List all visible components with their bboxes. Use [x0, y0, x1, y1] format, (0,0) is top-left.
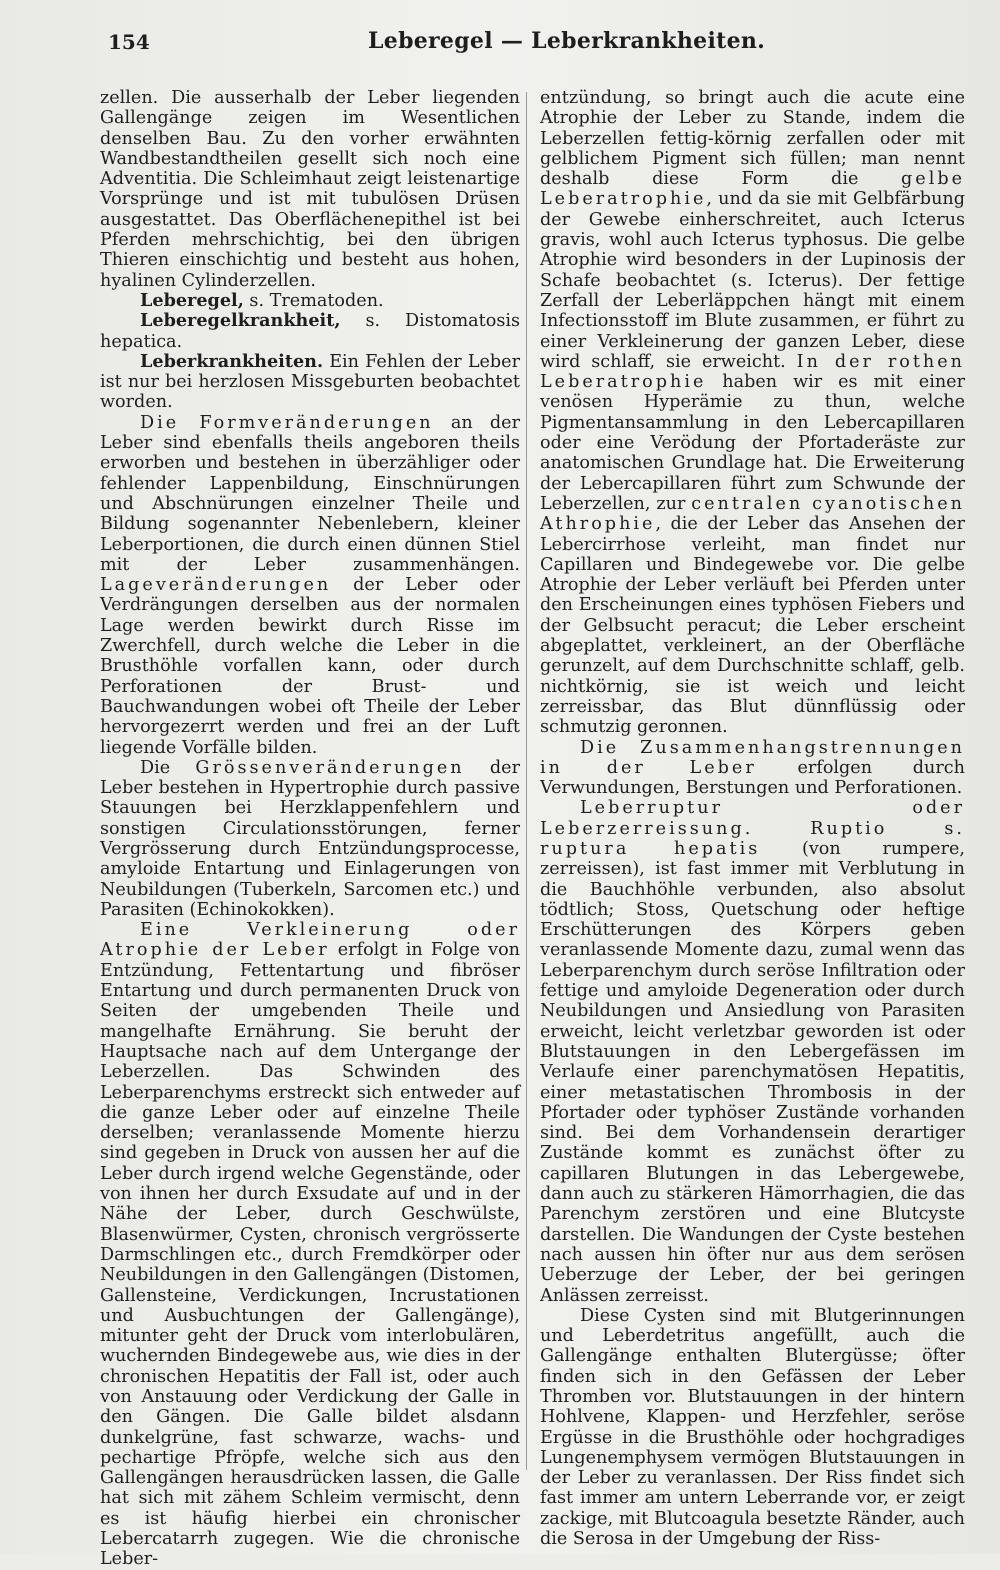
paragraph: zellen. Die ausserhalb der Leber liegenden Gallengänge zeigen im Wesentlichen denselben Bau. Zu den vorher erwähnten Wandbestandtheilen gesellt sich noch eine Adventitia. Die Schleimhaut zeigt leistenartige Vorsprünge und ist mit tubulösen Drüsen ausgestattet. Das Oberflächenepithel ist bei Pferden mehrschichtig, bei den übrigen Thieren einschichtig und besteht aus hohen, hyalinen Cylinderzellen.: [100, 88, 520, 291]
column-divider: [526, 92, 527, 1470]
spaced-term: Lageveränderungen: [100, 575, 332, 596]
paragraph-leberruptur: [540, 798, 965, 1305]
entry-headword: Leberegelkrankheit,: [140, 310, 341, 332]
page-header: [108, 28, 940, 64]
spaced-term: In der rothen Leberatrophie: [540, 351, 965, 393]
entry-leberkrankheiten: [100, 352, 520, 413]
paragraph-text: an der Leber sind ebenfalls theils angeboren theils erworben und bestehen in überzähliger oder fehlender Lappenbildung, Einschnürungen und Abschnürungen einzelner Theile und Bildung sogenannter Nebenlebern, kleiner Leberportionen, die durch einen dünnen Stiel mit der Leber zusammenhängen.: [100, 412, 520, 575]
right-column: [540, 88, 965, 1549]
entry-leberegelkrankheit: [100, 311, 520, 352]
entry-text: s. Trematoden.: [243, 290, 384, 311]
spaced-term: Leberruptur oder Leberzerreissung. Ruptio s. ruptura hepatis: [540, 798, 965, 859]
spaced-term: Die Zusammenhangstrennungen in der Leber: [540, 737, 965, 778]
entry-headword: Leberegel,: [140, 289, 244, 311]
paragraph-text: haben wir es mit einer venösen Hyperämie zu thun, welche Pigmentansammlung in den Lebercapillaren oder eine Verödung der Pfortaderäste zur anatomischen Grundlage hat. Die Erweiterung der Lebercapillaren führt zum Schwunde der Leberzellen, zur: [540, 372, 965, 514]
paragraph-cysten: Diese Cysten sind mit Blutgerinnungen und Leberdetritus angefüllt, auch die Gallengänge enthalten Blutergüsse; öfter finden sich in den Gefässen der Leber Thromben vor. Blutstauungen in der hintern Hohlvene, Klappen- und Herzfehler, seröse Ergüsse in die Brusthöhle oder hochgradiges Lungenemphysem vermögen Blutstauungen in der Leber zu veranlassen. Der Riss findet sich fast immer am untern Leberrande vor, er zeigt zackige, mit Blutcoagula besetzte Ränder, auch die Serosa in der Umgebung der Riss-: [540, 1305, 965, 1550]
entry-text: Ein Fehlen der Leber ist nur bei herzlosen Missgeburten beobachtet worden.: [100, 351, 520, 413]
paragraph-text: entzündung, so bringt auch die acute eine Atrophie der Leber zu Stande, indem die Leberzellen fettig-körnig zerfallen oder mit gelblichem Pigment sich füllen; man nennt deshalb diese Form die: [540, 88, 965, 190]
paragraph-text: der Leber bestehen in Hypertrophie durch passive Stauungen bei Herzklappenfehlern und sonstigen Circulationsstörungen, ferner Vergrösserung durch Entzündungsprocesse, amyloide Entartung und Einlagerungen von Neubildungen (Tuberkeln, Sarcomen etc.) und Parasiten (Echinokokken).: [100, 757, 520, 920]
paragraph-formveraenderungen: [100, 413, 520, 758]
entry-headword: Leberkrankheiten.: [140, 350, 324, 372]
paragraph-text: , und da sie mit Gelbfärbung der Gewebe einherschreitet, auch Icterus gravis, wohl auch Icterus typhosus. Die gelbe Atrophie wird besonders in der Lupinosis der Schafe beobachtet (s. Icterus). Der fettige Zerfall der Leberläppchen hängt mit einem Infectionsstoff im Blute zusammen, er führt zu einer Verkleinerung der ganzen Leber, diese wird schlaff, sie erweicht.: [540, 189, 965, 372]
spaced-term: Grössenveränderungen: [195, 757, 465, 778]
spaced-term: gelbe Leberatrophie: [540, 169, 965, 210]
running-title: Leberegel — Leberkrankheiten.: [368, 28, 766, 54]
paragraph-text: erfolgen durch Verwundungen, Berstungen und Perforationen.: [540, 757, 965, 799]
entry-leberegel: [100, 291, 520, 311]
paragraph-text: der Leber oder Verdrängungen derselben aus der normalen Lage werden bewirkt durch Risse im Zwerchfell, durch welche die Leber in die Brusthöhle vorfallen kann, oder durch Perforationen der Brust- und Bauchwandungen wobei oft Theile der Leber hervorgezerrt werden und frei an der Luft liegende Vorfälle bilden.: [100, 575, 520, 758]
entry-text: s. Distomatosis hepatica.: [100, 311, 520, 352]
page-number: 154: [108, 30, 150, 54]
paragraph-text: erfolgt in Folge von Entzündung, Fettentartung und fibröser Entartung und durch permanenten Druck von Seiten der umgebenden Theile und mangelhafte Ernährung. Sie beruht der Hauptsache nach auf dem Untergange der Leberzellen. Das Schwinden des Leberparenchyms erstreckt sich entweder auf die ganze Leber oder auf einzelne Theile derselben; veranlassende Momente hierzu sind gegeben in Druck von aussen her auf die Leber durch irgend welche Gegenstände, oder von ihnen her durch Exsudate auf und in der Nähe der Leber, durch Geschwülste, Blasenwürmer, Cysten, chronisch vergrösserte Darmschlingen etc., durch Fremdkörper oder Neubildungen in den Gallengängen (Distomen, Gallensteine, Verdickungen, Incrustationen und Ausbuchtungen der Gallengänge), mitunter geht der Druck vom interlobulären, wuchernden Bindegewebe aus, wie dies in der chronischen Hepatitis der Fall ist, oder auch von Anstauung oder Verdickung der Galle in den Gängen. Die Galle bildet alsdann dunkelgrüne, fast schwarze, wachs- und pechartige Pfröpfe, welche sich aus den Gallengängen herausdrücken lassen, die Galle hat sich mit zähem Schleim vermischt, denn es ist häufig hierbei ein chronischer Lebercatarrh zugegen. Wie die chronische Leber-: [100, 940, 520, 1570]
paragraph-zusammenhangstrennungen: [540, 738, 965, 799]
paragraph-atrophie-cont: [540, 88, 965, 738]
spaced-term: Eine Verkleinerung oder Atrophie der Leber: [100, 920, 520, 961]
paragraph-groessenveraenderungen: [100, 758, 520, 920]
spaced-term: Die Formveränderungen: [140, 412, 434, 433]
paragraph-text: (von rumpere, zerreissen), ist fast immer mit Verblutung in die Bauchhöhle verbunden, also absolut tödtlich; Stoss, Quetschung oder heftige Erschütterungen des Körpers geben veranlassende Momente dazu, zumal wenn das Leberparenchym durch seröse Infiltration oder fettige und amyloide Degeneration oder durch Neubildungen und Ansiedlung von Parasiten erweicht, leicht verletzbar geworden ist oder Blutstauungen in den Lebergefässen im Verlaufe einer parenchymatösen Hepatitis, einer metastatischen Thrombosis in der Pfortader oder typhöser Zustände vorhanden sind. Bei dem Vorhandensein derartiger Zustände kommt es zunächst öfter zu capillaren Blutungen in das Lebergewebe, dann auch zu stärkeren Hämorrhagien, die das Parenchym zerstören und eine Blutcyste darstellen. Die Wandungen der Cyste bestehen nach aussen hin öfter nur aus dem serösen Ueberzuge der Leber, der bei geringen Anlässen zerreisst.: [540, 838, 965, 1306]
paragraph-text: Die: [140, 757, 196, 778]
left-column: [100, 88, 520, 1570]
spaced-term: centralen cyanotischen Athrophie: [540, 493, 966, 535]
paragraph-atrophie: [100, 920, 520, 1570]
paragraph-text: , die der Leber das Ansehen der Lebercirrhose verleiht, man findet nur Capillaren und Bindegewebe vor. Die gelbe Atrophie der Leber verläuft bei Pferden unter den Erscheinungen eines typhösen Fiebers und der Gelbsucht peracut; die Leber erscheint abgeplattet, verkleinert, an der Oberfläche gerunzelt, auf dem Durchschnitte schlaff, gelb. nichtkörnig, sie ist weich und leicht zerreissbar, das Blut dünnflüssig oder schmutzig geronnen.: [540, 514, 965, 738]
